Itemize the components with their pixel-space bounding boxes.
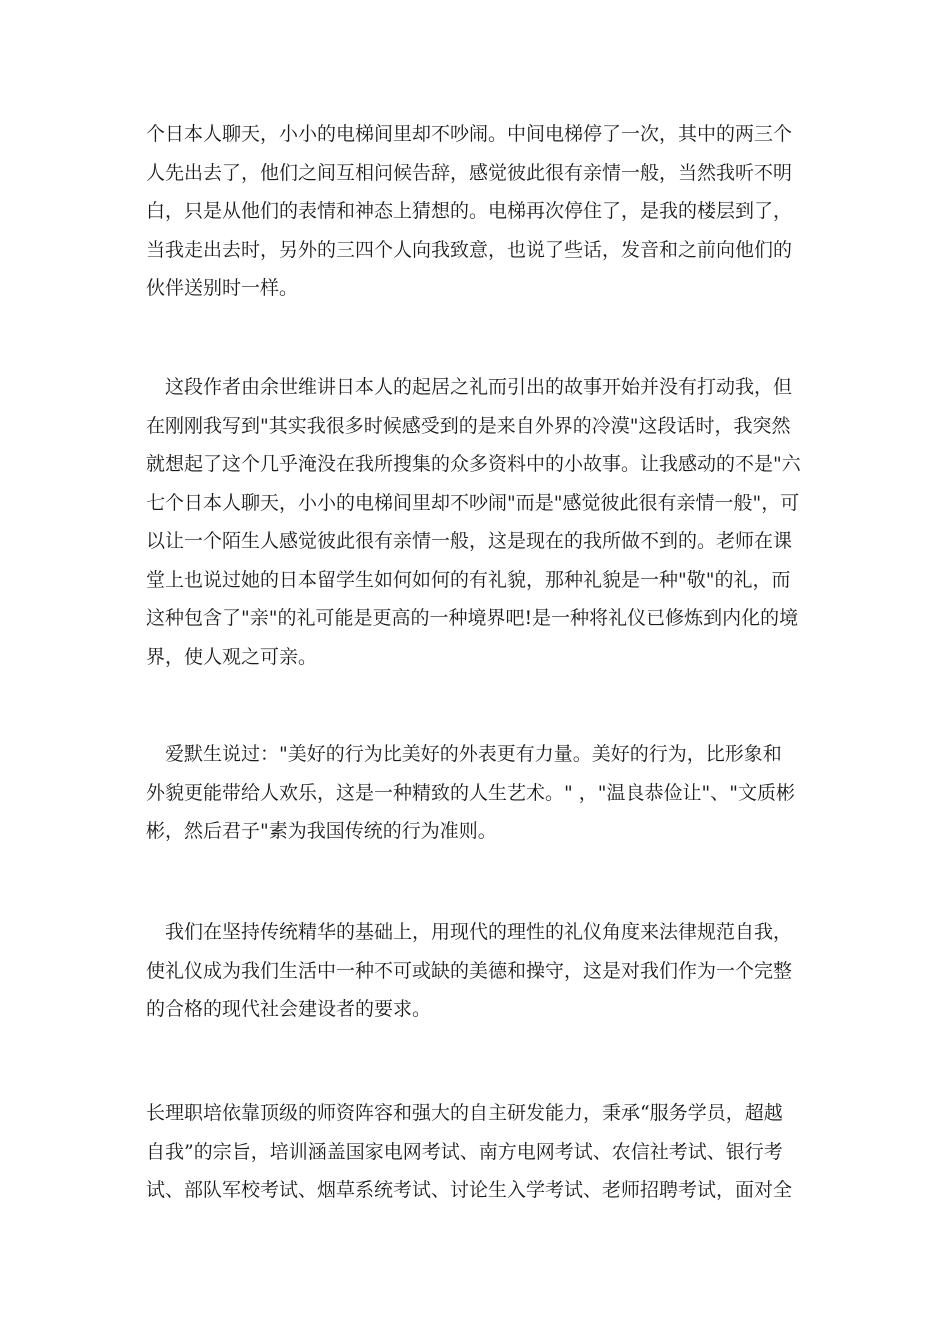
text-line: 界，使人观之可亲。 [146,645,318,668]
paragraph-reflection [146,368,810,676]
text-line: 使礼仪成为我们生活中一种不可或缺的美德和操守，这是对我们作为一个完整 [146,959,793,982]
text-line: 长理职培依靠顶级的师资阵容和强大的自主研发能力，秉承“服务学员，超越 [146,1102,783,1124]
text-line: 就想起了这个几乎淹没在我所搜集的众多资料中的小故事。让我感动的不是"六 [146,453,801,475]
text-line: 这段作者由余世维讲日本人的起居之礼而引出的故事开始并没有打动我，但 [146,376,793,398]
text-line: 这种包含了"亲"的礼可能是更高的一种境界吧!是一种将礼仪已修炼到内化的境 [146,607,799,629]
text-line: 的合格的现代社会建设者的要求。 [146,998,432,1020]
text-line: 在刚刚我写到"其实我很多时候感受到的是来自外界的冷漠"这段话时，我突然 [146,414,791,437]
text-line: 七个日本人聊天，小小的电梯间里却不吵闹"而是"感觉彼此很有亲情一般"，可 [146,491,800,514]
text-line: 当我走出去时，另外的三四个人向我致意，也说了些话，发音和之前向他们的 [146,238,793,261]
paragraph-emerson-quote [146,735,810,851]
paragraph-elevator-story [146,115,810,308]
text-line: 爱默生说过："美好的行为比美好的外表更有力量。美好的行为，比形象和 [146,743,782,765]
paragraph-training-ad [146,1094,810,1210]
text-line: 我们在坚持传统精华的基础上，用现代的理性的礼仪角度来法律规范自我， [146,921,793,943]
text-line: 以让一个陌生人感觉彼此很有亲情一般，这是现在的我所做不到的。老师在课 [146,530,793,552]
text-line: 个日本人聊天，小小的电梯间里却不吵闹。中间电梯停了一次，其中的两三个 [146,123,793,145]
text-line: 试、部队军校考试、烟草系统考试、讨论生入学考试、老师招聘考试，面对全 [146,1179,793,1201]
text-line: 伙伴送别时一样。 [146,277,299,299]
text-line: 堂上也说过她的日本留学生如何如何的有礼貌，那种礼貌是一种"敬"的礼，而 [146,568,791,591]
text-line: 自我”的宗旨，培训涵盖国家电网考试、南方电网考试、农信社考试、银行考 [146,1140,783,1163]
paragraph-tradition [146,913,810,1029]
text-line: 外貌更能带给人欢乐，这是一种精致的人生艺术。" ，"温良恭俭让"、"文质彬 [146,781,795,804]
text-line: 彬，然后君子"素为我国传统的行为准则。 [146,820,497,842]
text-line: 白，只是从他们的表情和神态上猜想的。电梯再次停住了，是我的楼层到了， [146,200,793,222]
text-line: 人先出去了，他们之间互相问候告辞，感觉彼此很有亲情一般，当然我听不明 [146,161,793,184]
